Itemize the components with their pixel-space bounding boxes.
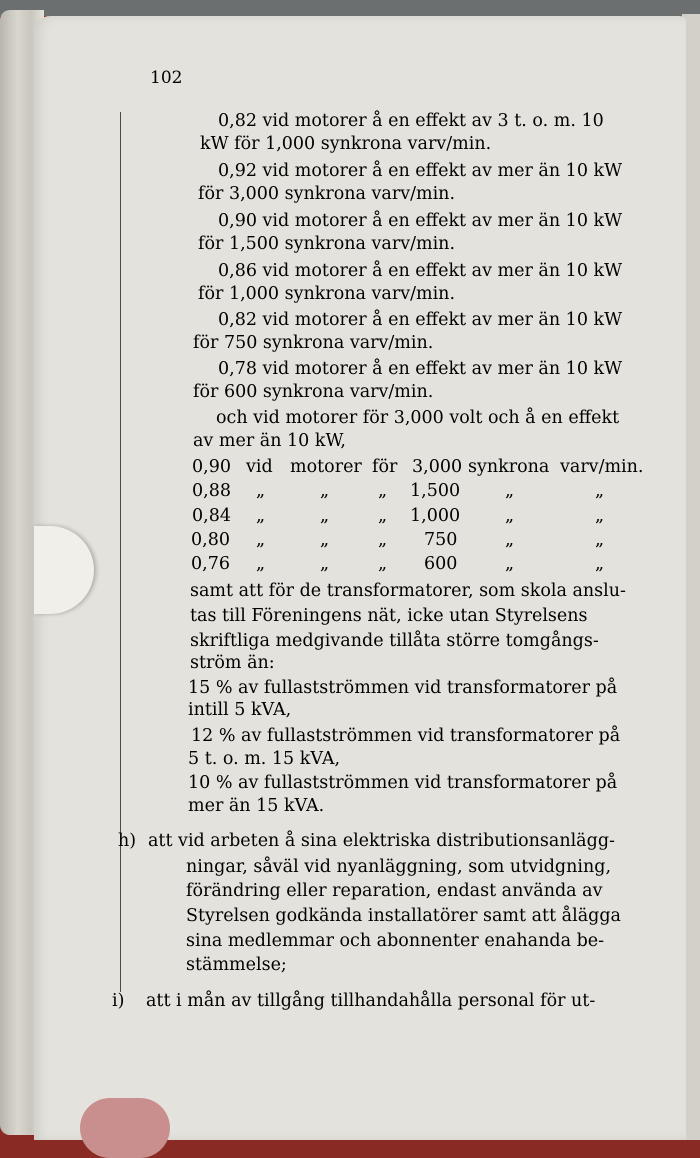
ditto-cell: „ <box>256 481 266 501</box>
thumb-index-tab <box>34 526 94 614</box>
section-marker-h: h) <box>118 831 137 851</box>
text-line: skriftliga medgivande tillåta större tomgångs- <box>190 631 599 651</box>
text-line: 0,86 vid motorer å en effekt av mer än 10 kW <box>218 261 623 281</box>
text-line: ningar, såväl vid nyanläggning, som utvidgning, <box>186 857 612 877</box>
ditto-cell: „ <box>505 481 515 501</box>
text-line: och vid motorer för 3,000 volt och å en effekt <box>216 408 620 428</box>
text-line: 12 % av fullastströmmen vid transformatorer på <box>191 726 621 746</box>
text-line: mer än 15 kVA. <box>188 796 325 816</box>
factor-cell: 0,90 <box>192 457 231 477</box>
ditto-cell: „ <box>378 506 388 526</box>
text-line: att i mån av tillgång tillhandahålla personal för ut- <box>146 991 596 1011</box>
text-line: tas till Föreningens nät, icke utan Styrelsens <box>190 606 588 626</box>
text-line: 0,78 vid motorer å en effekt av mer än 10 kW <box>218 359 623 379</box>
text-line: 0,90 vid motorer å en effekt av mer än 10 kW <box>218 211 623 231</box>
text-line: 10 % av fullastströmmen vid transformatorer på <box>188 773 618 793</box>
text-line: för 750 synkrona varv/min. <box>193 333 434 353</box>
text-line: för 1,500 synkrona varv/min. <box>198 234 456 254</box>
rpm-cell: 600 <box>424 554 458 574</box>
text-line: att vid arbeten å sina elektriska distributionsanlägg- <box>148 831 615 851</box>
text-line: Styrelsen godkända installatörer samt att ålägga <box>186 906 621 926</box>
text-line: samt att för de transformatorer, som skola anslu- <box>190 581 626 601</box>
text-line: kW för 1,000 synkrona varv/min. <box>200 134 492 154</box>
text-line: 0,92 vid motorer å en effekt av mer än 10 kW <box>218 161 623 181</box>
ditto-cell: för <box>372 457 398 477</box>
rpm-cell: 1,000 <box>410 506 461 526</box>
ditto-cell: „ <box>595 481 605 501</box>
ditto-cell: synkrona <box>468 457 550 477</box>
factor-cell: 0,76 <box>191 554 230 574</box>
ditto-cell: „ <box>505 554 515 574</box>
text-line: stämmelse; <box>186 955 287 975</box>
text-line: 0,82 vid motorer å en effekt av mer än 10 kW <box>218 310 623 330</box>
rpm-cell: 1,500 <box>410 481 461 501</box>
section-marker-i: i) <box>112 991 125 1011</box>
ditto-cell: „ <box>320 506 330 526</box>
ditto-cell: „ <box>320 530 330 550</box>
book-top-edge <box>0 0 700 16</box>
ditto-cell: „ <box>320 554 330 574</box>
ditto-cell: „ <box>320 481 330 501</box>
rpm-cell: 750 <box>424 530 458 550</box>
factor-cell: 0,80 <box>191 530 230 550</box>
text-line: intill 5 kVA, <box>188 700 292 720</box>
ditto-cell: motorer <box>290 457 362 477</box>
ditto-cell: „ <box>595 530 605 550</box>
text-line: ström än: <box>190 653 275 673</box>
factor-cell: 0,84 <box>192 506 231 526</box>
ditto-cell: „ <box>256 530 266 550</box>
margin-rule <box>120 112 121 992</box>
ditto-cell: „ <box>256 506 266 526</box>
text-line: för 3,000 synkrona varv/min. <box>198 184 456 204</box>
finger <box>80 1098 170 1158</box>
ditto-cell: „ <box>378 530 388 550</box>
ditto-cell: „ <box>505 506 515 526</box>
factor-cell: 0,88 <box>192 481 231 501</box>
ditto-cell: „ <box>378 481 388 501</box>
text-line: för 1,000 synkrona varv/min. <box>198 284 456 304</box>
page-number: 102 <box>150 68 183 88</box>
rpm-cell: 3,000 <box>412 457 463 477</box>
ditto-cell: „ <box>595 506 605 526</box>
ditto-cell: „ <box>378 554 388 574</box>
ditto-cell: „ <box>595 554 605 574</box>
text-line: 0,82 vid motorer å en effekt av 3 t. o. m. 10 <box>218 111 604 131</box>
text-line: förändring eller reparation, endast använda av <box>186 881 603 901</box>
ditto-cell: „ <box>256 554 266 574</box>
ditto-cell: „ <box>505 530 515 550</box>
ditto-cell: vid <box>246 457 273 477</box>
text-line: sina medlemmar och abonnenter enahanda be- <box>186 931 605 951</box>
text-line: av mer än 10 kW, <box>193 431 346 451</box>
text-line: 5 t. o. m. 15 kVA, <box>188 749 341 769</box>
ditto-cell: varv/min. <box>560 457 644 477</box>
text-line: för 600 synkrona varv/min. <box>193 382 434 402</box>
text-line: 15 % av fullastströmmen vid transformatorer på <box>188 678 618 698</box>
